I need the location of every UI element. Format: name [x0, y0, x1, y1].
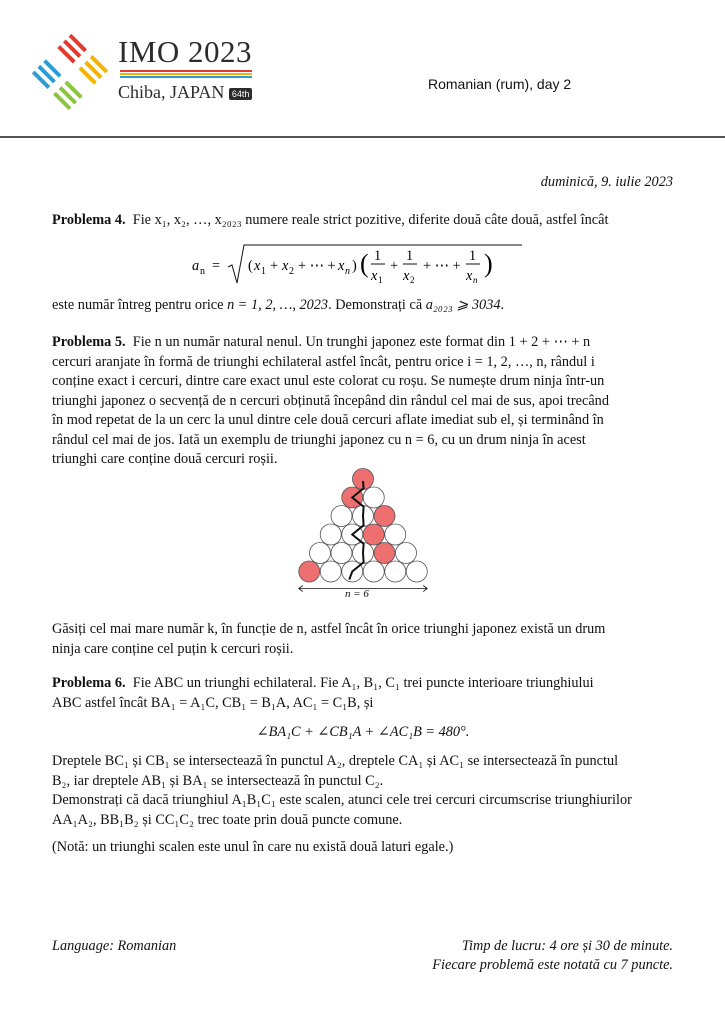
- svg-text:1: 1: [378, 275, 383, 285]
- problem-4-text: Fie x₁, x₂, …, x₂₀₂₃ numere reale strict pozitive, diferite două câte două, astfel încât: [132, 212, 609, 228]
- white-circle: [331, 506, 352, 527]
- imo-logo: [30, 32, 260, 112]
- svg-text:+ ⋯ +: + ⋯ +: [423, 258, 461, 274]
- svg-text:1: 1: [374, 248, 382, 264]
- svg-text:+: +: [270, 258, 279, 274]
- svg-text:(: (: [360, 249, 369, 278]
- footer-points: Fiecare problemă este notată cu 7 puncte.: [432, 957, 673, 973]
- red-circle: [374, 506, 395, 527]
- red-circle: [363, 524, 384, 545]
- svg-text:(: (: [248, 258, 253, 274]
- problem-5-question: Găsiți cel mai mare număr k, în funcție de n, astfel încât în orice triunghi japonez există un drum ninja care conține cel puțin k cercuri roșii.: [52, 621, 606, 657]
- language-day: Romanian (rum), day 2: [428, 76, 572, 92]
- svg-text:+ ⋯ +: + ⋯ +: [298, 258, 336, 274]
- imo-logo-mark: [30, 32, 110, 112]
- footer-language: Language: Romanian: [52, 938, 177, 954]
- problem-4-label: Problema 4.: [52, 212, 126, 228]
- svg-text:1: 1: [406, 248, 414, 264]
- svg-text:n: n: [473, 275, 478, 285]
- white-circle: [310, 543, 331, 564]
- japanese-triangle-figure: [288, 465, 438, 605]
- red-circle: [299, 561, 320, 582]
- figure-label: n = 6: [345, 588, 369, 600]
- white-circle: [385, 524, 406, 545]
- problem-5-line: cercuri aranjate în formă de triunghi echilateral astfel încât, pentru orice i = 1, 2, …, n, rândul i: [52, 353, 595, 370]
- svg-text:2: 2: [289, 266, 294, 277]
- problem-6-text-2: Dreptele BC₁ și CB₁ se intersectează în punctul A₂, dreptele CA₁ și AC₁ se intersectează în punctul B₂, iar dreptele AB₁ și BA₁ se intersectează în punctul C₂. Demonstrați că dacă triunghiul A₁B₁C₁ este scalen, atunci cele trei cercuri circumscrise triunghiurilor AA₁A₂, BB₁B₂ și CC₁C₂ trec toate prin două puncte comune.: [52, 753, 632, 828]
- svg-text:a: a: [192, 258, 200, 274]
- svg-text:x: x: [282, 258, 289, 274]
- logo-title: IMO 2023: [118, 34, 253, 69]
- problem-6-note: (Notă: un triunghi scalen este unul în care nu există două laturi egale.): [52, 839, 454, 855]
- footer-time: Timp de lucru: 4 ore și 30 de minute.: [461, 938, 673, 954]
- svg-text:x: x: [371, 268, 378, 284]
- red-circle: [374, 543, 395, 564]
- problem-4-conclusion: este număr întreg pentru orice n = 1, 2, …, 2023. Demonstrați că a₂₀₂₃ ⩾ 3034.: [52, 297, 505, 313]
- white-circle: [396, 543, 417, 564]
- white-circle: [363, 487, 384, 508]
- white-circle: [320, 561, 341, 582]
- problem-5-line: rândul cel mai de jos. Iată un exemplu de triunghi japonez cu n = 6, cu un drum ninja în acest: [52, 431, 586, 448]
- logo-stripe: [120, 70, 252, 78]
- problem-5-label: Problema 5.: [52, 334, 126, 350]
- problem-4-formula: [192, 243, 532, 287]
- logo-place: Chiba, JAPAN 64th: [118, 82, 252, 103]
- problem-6-label: Problema 6.: [52, 675, 126, 691]
- date: duminică, 9. iulie 2023: [540, 174, 673, 190]
- svg-text:): ): [484, 249, 493, 278]
- svg-text:n: n: [345, 266, 350, 277]
- svg-text:x: x: [254, 258, 261, 274]
- white-circle: [320, 524, 341, 545]
- problem-5-text: [52, 333, 674, 470]
- svg-text:): ): [352, 258, 357, 274]
- problem-5-line: conține exact i cercuri, dintre care exact unul este colorat cu roșu. Se numește drum ninja într-un: [52, 373, 605, 389]
- problem-5-line: Problema 5. Fie n un număr natural nenul. Un trunghi japonez este format din 1 + 2 + ⋯ + n: [52, 334, 591, 350]
- header-divider: [0, 136, 725, 138]
- svg-text:x: x: [466, 268, 473, 284]
- white-circle: [385, 561, 406, 582]
- problem-4-intro: [52, 211, 674, 231]
- svg-text:x: x: [403, 268, 410, 284]
- white-circle: [331, 543, 352, 564]
- svg-text:n: n: [200, 266, 205, 277]
- svg-text:2: 2: [410, 275, 415, 285]
- svg-text:1: 1: [469, 248, 477, 264]
- logo-badge: 64th: [229, 88, 253, 100]
- white-circle: [406, 561, 427, 582]
- problem-6-text: Problema 6. Fie ABC un triunghi echilateral. Fie A₁, B₁, C₁ trei puncte interioare triunghiului ABC astfel încât BA₁ = A₁C, CB₁ = B₁A, AC₁ = C₁B, și: [52, 675, 594, 711]
- svg-text:1: 1: [261, 266, 266, 277]
- svg-text:+: +: [390, 258, 399, 274]
- problem-5-line: triunghi care conține două cercuri roșii.: [52, 451, 278, 467]
- white-circle: [363, 561, 384, 582]
- svg-text:=: =: [212, 258, 221, 274]
- problem-5-line: triunghi japonez o secvență de n cercuri obținută începând din rândul cel mai de sus, apoi trecând: [52, 392, 609, 409]
- problem-6-equation: ∠BA₁C + ∠CB₁A + ∠AC₁B = 480°.: [256, 724, 470, 740]
- problem-5-line: în mod repetat de la un cerc la unul dintre cele două cercuri aflate imediat sub el, și terminând în: [52, 412, 604, 428]
- svg-text:x: x: [338, 258, 345, 274]
